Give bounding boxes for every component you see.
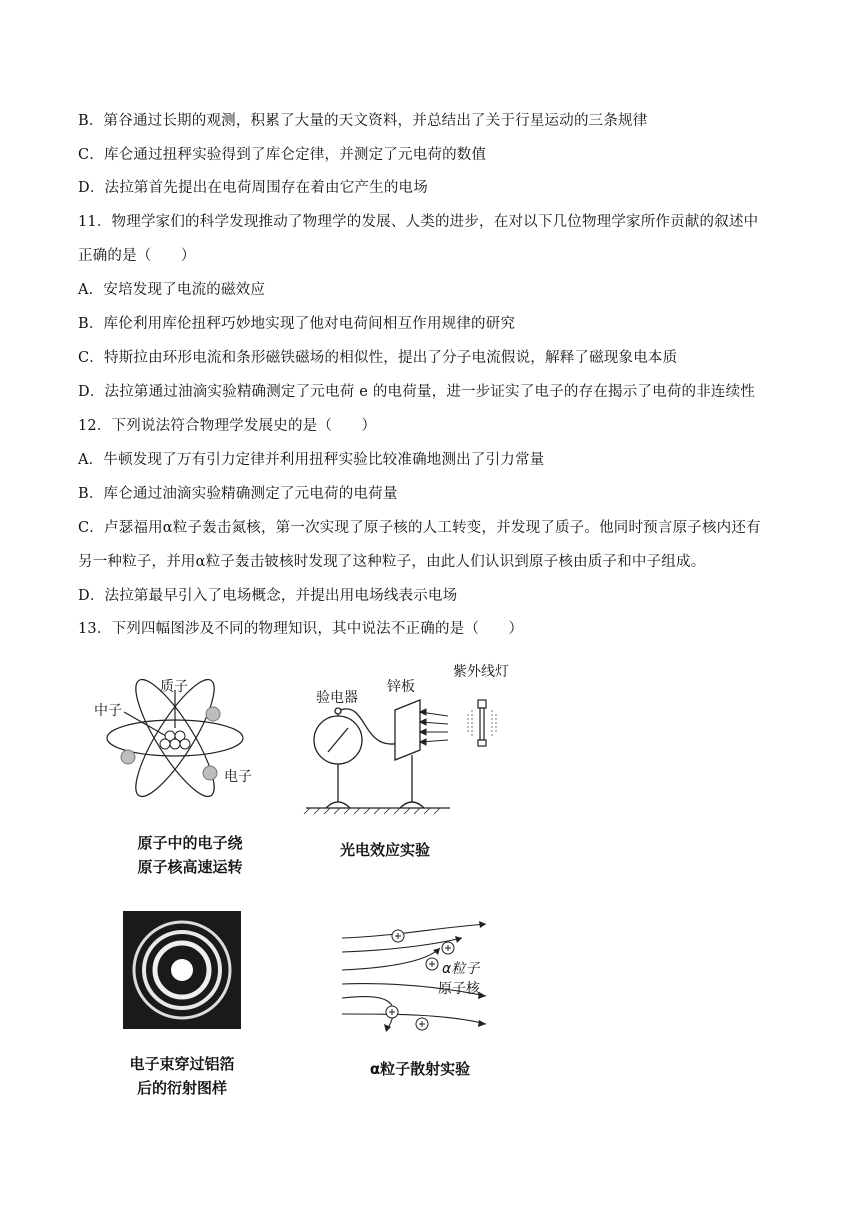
- scattering-caption: α粒子散射实验: [369, 1060, 471, 1078]
- question-12-line: 12．下列说法符合物理学发展史的是（ ）: [78, 418, 377, 434]
- q12-option-c-line-2: 另一种粒子，并用α粒子轰击铍核时发现了这种粒子，由此人们认识到原子核由质子和中子组成。: [78, 554, 706, 570]
- diffraction-caption: [112, 1052, 252, 1100]
- photoelectric-caption: 光电效应实验: [339, 841, 430, 859]
- nucleus-label: 原子核: [438, 981, 480, 997]
- diffraction-figure: [123, 911, 241, 1029]
- electron-1: [206, 707, 220, 721]
- q12-option-d: D．法拉第最早引入了电场概念，并提出用电场线表示电场: [78, 588, 458, 604]
- q12-option-b: B．库仑通过油滴实验精确测定了元电荷的电荷量: [78, 486, 398, 502]
- proton-label: 质子: [160, 679, 188, 695]
- q12-option-a: A．牛顿发现了万有引力定律并利用扭秤实验比较准确地测出了引力常量: [78, 452, 545, 468]
- uv-lamp: [478, 700, 486, 746]
- alpha-scattering-figure: [336, 918, 516, 1038]
- electron-label: 电子: [224, 769, 252, 785]
- q11-option-a: A．安培发现了电流的磁效应: [78, 282, 266, 298]
- zinc-plate: [395, 700, 420, 760]
- q12-option-c-line-1: C．卢瑟福用α粒子轰击氮核，第一次实现了原子核的人工转变，并发现了质子。他同时预言原子核内还有: [78, 520, 761, 536]
- light-rays: [420, 709, 448, 745]
- question-13-line: 13．下列四幅图涉及不同的物理知识，其中说法不正确的是（ ）: [78, 621, 524, 637]
- option-b-line: B．第谷通过长期的观测，积累了大量的天文资料，并总结出了关于行星运动的三条规律: [78, 113, 648, 129]
- neutron-label: 中子: [94, 703, 122, 719]
- electroscope-label: 验电器: [316, 690, 358, 706]
- q11-option-c: C．特斯拉由环形电流和条形磁铁磁场的相似性，提出了分子电流假说，解释了磁现象电本质: [78, 350, 678, 366]
- option-c-line: C．库仑通过扭秤实验得到了库仑定律，并测定了元电荷的数值: [78, 147, 487, 163]
- question-11-line-2: 正确的是（ ）: [78, 248, 196, 264]
- q11-option-d: D．法拉第通过油滴实验精确测定了元电荷 e 的电荷量，进一步证实了电子的存在揭示了电荷的非连续性: [78, 384, 756, 400]
- q11-option-b: B．库伦利用库伦扭秤巧妙地实现了他对电荷间相互作用规律的研究: [78, 316, 516, 332]
- zinc-plate-label: 锌板: [387, 679, 415, 695]
- question-11-line-1: 11．物理学家们的科学发现推动了物理学的发展、人类的进步，在对以下几位物理学家所作贡献的叙述中: [78, 214, 759, 230]
- atom-caption-line-2: 原子核高速运转: [137, 858, 243, 876]
- electron-2: [121, 750, 135, 764]
- diffraction-caption-line-1: 电子束穿过铝箔: [129, 1055, 235, 1073]
- atom-caption-line-1: 原子中的电子绕: [137, 834, 243, 852]
- atom-caption: [120, 831, 260, 879]
- option-d-line: D．法拉第首先提出在电荷周围存在着由它产生的电场: [78, 180, 428, 196]
- alpha-particle-label: α粒子: [442, 961, 480, 977]
- electron-3: [203, 766, 217, 780]
- uv-lamp-label: 紫外线灯: [453, 664, 509, 680]
- diffraction-caption-line-2: 后的衍射图样: [136, 1079, 227, 1097]
- nucleus: [160, 731, 190, 749]
